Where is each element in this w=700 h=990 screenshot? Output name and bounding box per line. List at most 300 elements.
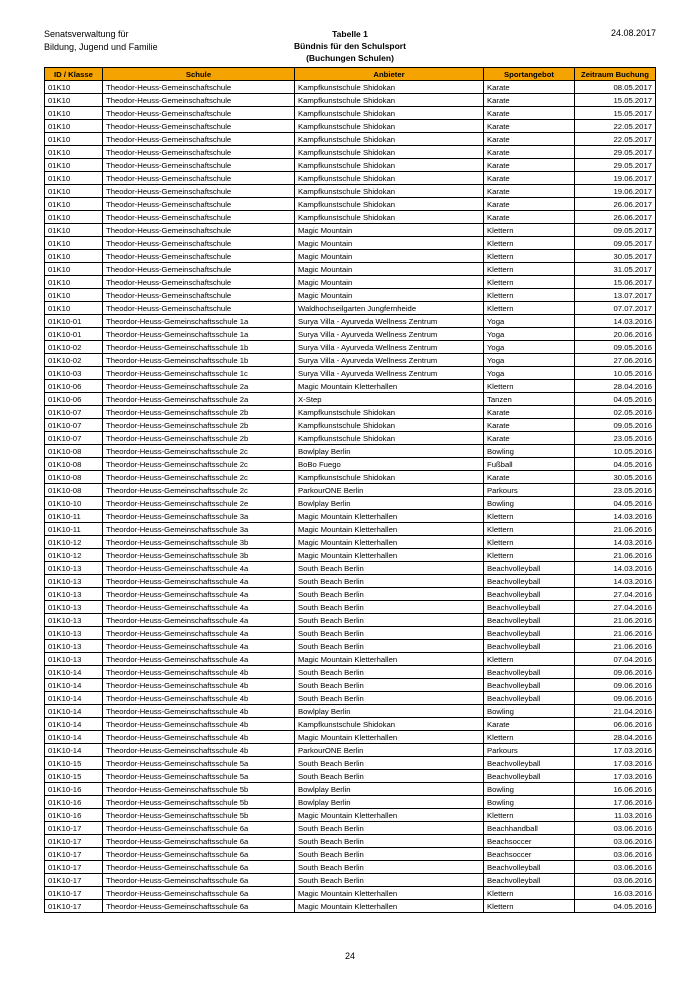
table-row [45,822,656,835]
cell-sport: Bowling [484,497,575,510]
cell-booking-date: 09.05.2016 [575,341,656,354]
cell-sport: Klettern [484,653,575,666]
cell-booking-date: 09.05.2016 [575,419,656,432]
cell-school: Theordor-Heuss-Gemeinschaftsschule 2c [103,445,295,458]
cell-provider: South Beach Berlin [295,770,484,783]
department-name [44,28,158,54]
cell-sport: Klettern [484,510,575,523]
table-row [45,263,656,276]
cell-provider: Kampfkunstschule Shidokan [295,172,484,185]
cell-provider: Kampfkunstschule Shidokan [295,94,484,107]
cell-sport: Bowling [484,796,575,809]
cell-id: 01K10 [45,94,103,107]
cell-sport: Beachvolleyball [484,627,575,640]
cell-provider: Bowlplay Berlin [295,497,484,510]
cell-provider: Magic Mountain [295,237,484,250]
cell-sport: Karate [484,419,575,432]
cell-school: Theordor-Heuss-Gemeinschaftsschule 2a [103,380,295,393]
cell-provider: South Beach Berlin [295,874,484,887]
cell-booking-date: 21.06.2016 [575,614,656,627]
cell-school: Theordor-Heuss-Gemeinschaftsschule 5b [103,809,295,822]
cell-id: 01K10-14 [45,666,103,679]
table-row [45,653,656,666]
cell-sport: Beachvolleyball [484,601,575,614]
cell-provider: Kampfkunstschule Shidokan [295,718,484,731]
cell-booking-date: 15.05.2017 [575,107,656,120]
cell-school: Theordor-Heuss-Gemeinschaftsschule 4b [103,666,295,679]
table-row [45,861,656,874]
cell-school: Theordor-Heuss-Gemeinschaftsschule 4a [103,614,295,627]
cell-id: 01K10-13 [45,575,103,588]
table-row [45,393,656,406]
cell-sport: Karate [484,432,575,445]
document-title [240,28,460,64]
cell-booking-date: 22.05.2017 [575,133,656,146]
cell-provider: South Beach Berlin [295,666,484,679]
cell-id: 01K10-08 [45,445,103,458]
cell-school: Theodor-Heuss-Gemeinschaftschule [103,263,295,276]
table-row [45,757,656,770]
cell-id: 01K10-07 [45,432,103,445]
table-row [45,133,656,146]
cell-sport: Karate [484,146,575,159]
cell-school: Theodor-Heuss-Gemeinschaftschule [103,133,295,146]
cell-school: Theordor-Heuss-Gemeinschaftsschule 4a [103,653,295,666]
cell-provider: South Beach Berlin [295,835,484,848]
cell-booking-date: 30.05.2016 [575,471,656,484]
table-row [45,900,656,913]
cell-booking-date: 03.06.2016 [575,848,656,861]
table-row [45,809,656,822]
cell-sport: Karate [484,211,575,224]
cell-id: 01K10-01 [45,315,103,328]
cell-booking-date: 30.05.2017 [575,250,656,263]
cell-booking-date: 11.03.2016 [575,809,656,822]
cell-provider: Magic Mountain Kletterhallen [295,549,484,562]
table-row [45,783,656,796]
cell-school: Theordor-Heuss-Gemeinschaftsschule 3a [103,523,295,536]
cell-id: 01K10-11 [45,510,103,523]
table-row [45,380,656,393]
cell-id: 01K10 [45,133,103,146]
cell-id: 01K10 [45,198,103,211]
department-line-2: Bildung, Jugend und Familie [44,42,158,52]
table-row [45,640,656,653]
cell-sport: Yoga [484,328,575,341]
cell-sport: Beachvolleyball [484,588,575,601]
cell-sport: Klettern [484,224,575,237]
cell-booking-date: 21.06.2016 [575,549,656,562]
cell-booking-date: 14.03.2016 [575,510,656,523]
cell-school: Theordor-Heuss-Gemeinschaftsschule 4b [103,679,295,692]
cell-sport: Klettern [484,731,575,744]
table-row [45,341,656,354]
cell-provider: Surya Villa - Ayurveda Wellness Zentrum [295,367,484,380]
table-row [45,705,656,718]
cell-school: Theodor-Heuss-Gemeinschaftschule [103,146,295,159]
table-row [45,523,656,536]
table-row [45,120,656,133]
page-number: 24 [344,951,355,961]
cell-booking-date: 19.06.2017 [575,172,656,185]
table-row [45,471,656,484]
cell-booking-date: 02.05.2016 [575,406,656,419]
table-header-row [45,68,656,81]
cell-school: Theordor-Heuss-Gemeinschaftsschule 2c [103,484,295,497]
table-row [45,575,656,588]
cell-provider: Surya Villa - Ayurveda Wellness Zentrum [295,315,484,328]
cell-id: 01K10 [45,276,103,289]
cell-sport: Yoga [484,354,575,367]
cell-id: 01K10 [45,146,103,159]
cell-sport: Parkours [484,744,575,757]
cell-school: Theordor-Heuss-Gemeinschaftsschule 6a [103,835,295,848]
cell-sport: Karate [484,406,575,419]
cell-sport: Klettern [484,263,575,276]
cell-provider: Magic Mountain [295,289,484,302]
cell-id: 01K10-16 [45,796,103,809]
table-row [45,185,656,198]
cell-sport: Karate [484,159,575,172]
cell-sport: Yoga [484,315,575,328]
cell-id: 01K10-16 [45,809,103,822]
cell-id: 01K10-13 [45,640,103,653]
title-line-1: Tabelle 1 [332,29,368,39]
cell-sport: Karate [484,81,575,94]
cell-sport: Beachvolleyball [484,640,575,653]
cell-booking-date: 26.06.2017 [575,211,656,224]
cell-booking-date: 13.07.2017 [575,289,656,302]
cell-id: 01K10-17 [45,861,103,874]
cell-id: 01K10-17 [45,887,103,900]
cell-booking-date: 16.03.2016 [575,887,656,900]
table-row [45,367,656,380]
cell-school: Theordor-Heuss-Gemeinschaftsschule 4a [103,640,295,653]
cell-sport: Klettern [484,276,575,289]
cell-provider: Bowlplay Berlin [295,705,484,718]
cell-id: 01K10-13 [45,614,103,627]
cell-id: 01K10-03 [45,367,103,380]
table-body [45,81,656,913]
cell-booking-date: 28.04.2016 [575,731,656,744]
cell-sport: Beachsoccer [484,848,575,861]
table-row [45,276,656,289]
cell-sport: Klettern [484,237,575,250]
cell-id: 01K10 [45,211,103,224]
cell-provider: Kampfkunstschule Shidokan [295,198,484,211]
cell-id: 01K10-14 [45,679,103,692]
cell-sport: Beachsoccer [484,835,575,848]
cell-booking-date: 10.05.2016 [575,367,656,380]
table-row [45,848,656,861]
cell-school: Theordor-Heuss-Gemeinschaftsschule 4b [103,744,295,757]
cell-provider: South Beach Berlin [295,627,484,640]
cell-id: 01K10-08 [45,471,103,484]
column-header-sport: Sportangebot [484,68,575,81]
cell-provider: Kampfkunstschule Shidokan [295,81,484,94]
table-row [45,614,656,627]
cell-booking-date: 31.05.2017 [575,263,656,276]
cell-id: 01K10 [45,250,103,263]
cell-school: Theordor-Heuss-Gemeinschaftsschule 4a [103,601,295,614]
cell-id: 01K10-08 [45,458,103,471]
cell-id: 01K10-13 [45,562,103,575]
cell-school: Theodor-Heuss-Gemeinschaftschule [103,211,295,224]
cell-sport: Bowling [484,705,575,718]
cell-id: 01K10-16 [45,783,103,796]
table-row [45,497,656,510]
cell-provider: Magic Mountain Kletterhallen [295,887,484,900]
cell-sport: Beachvolleyball [484,666,575,679]
cell-sport: Karate [484,471,575,484]
cell-booking-date: 09.06.2016 [575,692,656,705]
cell-id: 01K10-13 [45,653,103,666]
table-row [45,588,656,601]
cell-school: Theordor-Heuss-Gemeinschaftsschule 4b [103,692,295,705]
cell-id: 01K10-17 [45,835,103,848]
cell-booking-date: 17.03.2016 [575,757,656,770]
cell-booking-date: 14.03.2016 [575,536,656,549]
cell-school: Theordor-Heuss-Gemeinschaftsschule 5b [103,783,295,796]
cell-booking-date: 23.05.2016 [575,432,656,445]
cell-id: 01K10-10 [45,497,103,510]
table-row [45,81,656,94]
table-row [45,458,656,471]
cell-provider: South Beach Berlin [295,614,484,627]
column-header-provider: Anbieter [295,68,484,81]
cell-id: 01K10 [45,302,103,315]
cell-school: Theordor-Heuss-Gemeinschaftsschule 5a [103,757,295,770]
cell-provider: South Beach Berlin [295,601,484,614]
cell-school: Theordor-Heuss-Gemeinschaftsschule 4b [103,705,295,718]
cell-sport: Karate [484,718,575,731]
cell-provider: Magic Mountain Kletterhallen [295,510,484,523]
cell-sport: Beachvolleyball [484,679,575,692]
table-row [45,666,656,679]
cell-provider: Magic Mountain [295,276,484,289]
column-header-school: Schule [103,68,295,81]
cell-provider: South Beach Berlin [295,861,484,874]
cell-id: 01K10-12 [45,549,103,562]
cell-id: 01K10-13 [45,601,103,614]
table-row [45,887,656,900]
cell-booking-date: 07.04.2016 [575,653,656,666]
cell-provider: Kampfkunstschule Shidokan [295,120,484,133]
cell-booking-date: 27.04.2016 [575,601,656,614]
cell-school: Theordor-Heuss-Gemeinschaftsschule 4a [103,562,295,575]
cell-provider: Surya Villa - Ayurveda Wellness Zentrum [295,341,484,354]
table-row [45,679,656,692]
cell-provider: Bowlplay Berlin [295,783,484,796]
cell-booking-date: 16.06.2016 [575,783,656,796]
cell-booking-date: 08.05.2017 [575,81,656,94]
cell-booking-date: 17.06.2016 [575,796,656,809]
cell-provider: BoBo Fuego [295,458,484,471]
cell-provider: Magic Mountain [295,250,484,263]
cell-school: Theordor-Heuss-Gemeinschaftsschule 4a [103,588,295,601]
cell-id: 01K10-17 [45,848,103,861]
cell-sport: Karate [484,133,575,146]
table-row [45,237,656,250]
cell-provider: Bowlplay Berlin [295,796,484,809]
cell-provider: Kampfkunstschule Shidokan [295,159,484,172]
cell-id: 01K10 [45,237,103,250]
cell-school: Theordor-Heuss-Gemeinschaftsschule 5b [103,796,295,809]
cell-school: Theordor-Heuss-Gemeinschaftsschule 2c [103,458,295,471]
cell-booking-date: 17.03.2016 [575,770,656,783]
table-row [45,315,656,328]
table-row [45,445,656,458]
cell-booking-date: 04.05.2016 [575,393,656,406]
cell-provider: Surya Villa - Ayurveda Wellness Zentrum [295,354,484,367]
cell-booking-date: 09.05.2017 [575,237,656,250]
cell-sport: Fußball [484,458,575,471]
cell-booking-date: 04.05.2016 [575,900,656,913]
cell-school: Theordor-Heuss-Gemeinschaftsschule 6a [103,822,295,835]
cell-provider: Magic Mountain Kletterhallen [295,523,484,536]
cell-id: 01K10-15 [45,757,103,770]
cell-id: 01K10-14 [45,731,103,744]
cell-provider: Magic Mountain Kletterhallen [295,536,484,549]
cell-school: Theodor-Heuss-Gemeinschaftschule [103,302,295,315]
cell-sport: Tanzen [484,393,575,406]
cell-provider: South Beach Berlin [295,562,484,575]
cell-booking-date: 21.06.2016 [575,523,656,536]
cell-school: Theordor-Heuss-Gemeinschaftsschule 2a [103,393,295,406]
title-line-3: (Buchungen Schulen) [306,53,394,63]
cell-id: 01K10-01 [45,328,103,341]
cell-provider: Magic Mountain Kletterhallen [295,731,484,744]
cell-id: 01K10 [45,107,103,120]
cell-school: Theordor-Heuss-Gemeinschaftsschule 4a [103,627,295,640]
cell-provider: X-Step [295,393,484,406]
cell-sport: Karate [484,120,575,133]
cell-sport: Bowling [484,445,575,458]
table-row [45,549,656,562]
table-row [45,172,656,185]
cell-booking-date: 27.06.2016 [575,354,656,367]
table-row [45,419,656,432]
cell-school: Theodor-Heuss-Gemeinschaftschule [103,120,295,133]
bookings-table [44,67,656,913]
cell-booking-date: 09.05.2017 [575,224,656,237]
cell-school: Theordor-Heuss-Gemeinschaftsschule 3b [103,536,295,549]
cell-school: Theordor-Heuss-Gemeinschaftsschule 6a [103,848,295,861]
cell-id: 01K10 [45,185,103,198]
cell-provider: South Beach Berlin [295,848,484,861]
table-row [45,289,656,302]
title-line-2: Bündnis für den Schulsport [294,41,406,51]
cell-sport: Karate [484,198,575,211]
table-row [45,484,656,497]
cell-provider: Kampfkunstschule Shidokan [295,432,484,445]
cell-sport: Beachvolleyball [484,562,575,575]
cell-booking-date: 03.06.2016 [575,835,656,848]
cell-id: 01K10 [45,224,103,237]
cell-school: Theordor-Heuss-Gemeinschaftsschule 6a [103,900,295,913]
cell-id: 01K10-12 [45,536,103,549]
cell-school: Theordor-Heuss-Gemeinschaftsschule 4b [103,718,295,731]
cell-id: 01K10-13 [45,627,103,640]
table-row [45,718,656,731]
cell-booking-date: 21.04.2016 [575,705,656,718]
cell-provider: South Beach Berlin [295,822,484,835]
cell-booking-date: 27.04.2016 [575,588,656,601]
table-row [45,94,656,107]
cell-sport: Klettern [484,536,575,549]
cell-sport: Bowling [484,783,575,796]
table-row [45,796,656,809]
cell-school: Theordor-Heuss-Gemeinschaftsschule 3a [103,510,295,523]
cell-school: Theordor-Heuss-Gemeinschaftsschule 6a [103,874,295,887]
cell-id: 01K10 [45,172,103,185]
cell-school: Theodor-Heuss-Gemeinschaftschule [103,107,295,120]
cell-provider: Kampfkunstschule Shidokan [295,146,484,159]
cell-booking-date: 22.05.2017 [575,120,656,133]
cell-school: Theodor-Heuss-Gemeinschaftschule [103,81,295,94]
cell-booking-date: 09.06.2016 [575,666,656,679]
cell-booking-date: 14.03.2016 [575,562,656,575]
cell-provider: ParkourONE Berlin [295,744,484,757]
table-row [45,250,656,263]
cell-booking-date: 15.05.2017 [575,94,656,107]
cell-sport: Klettern [484,549,575,562]
cell-provider: South Beach Berlin [295,640,484,653]
cell-sport: Klettern [484,289,575,302]
cell-booking-date: 09.06.2016 [575,679,656,692]
cell-school: Theordor-Heuss-Gemeinschaftsschule 5a [103,770,295,783]
cell-school: Theodor-Heuss-Gemeinschaftschule [103,289,295,302]
cell-sport: Klettern [484,887,575,900]
cell-provider: South Beach Berlin [295,588,484,601]
cell-school: Theodor-Heuss-Gemeinschaftschule [103,94,295,107]
cell-sport: Klettern [484,250,575,263]
cell-provider: Kampfkunstschule Shidokan [295,133,484,146]
cell-id: 01K10-14 [45,744,103,757]
cell-school: Theordor-Heuss-Gemeinschaftsschule 2b [103,432,295,445]
cell-booking-date: 04.05.2016 [575,497,656,510]
cell-sport: Beachvolleyball [484,757,575,770]
cell-booking-date: 03.06.2016 [575,861,656,874]
cell-provider: Magic Mountain Kletterhallen [295,809,484,822]
cell-sport: Beachvolleyball [484,770,575,783]
cell-booking-date: 21.06.2016 [575,640,656,653]
cell-school: Theodor-Heuss-Gemeinschaftschule [103,198,295,211]
cell-id: 01K10-02 [45,354,103,367]
cell-sport: Karate [484,185,575,198]
cell-provider: Magic Mountain [295,224,484,237]
cell-school: Theordor-Heuss-Gemeinschaftsschule 1b [103,341,295,354]
cell-booking-date: 20.06.2016 [575,328,656,341]
cell-sport: Beachvolleyball [484,692,575,705]
cell-booking-date: 28.04.2016 [575,380,656,393]
table-row [45,562,656,575]
cell-school: Theodor-Heuss-Gemeinschaftschule [103,159,295,172]
table-row [45,107,656,120]
cell-booking-date: 14.03.2016 [575,315,656,328]
cell-id: 01K10-17 [45,822,103,835]
cell-school: Theodor-Heuss-Gemeinschaftschule [103,237,295,250]
table-row [45,692,656,705]
cell-provider: Magic Mountain Kletterhallen [295,653,484,666]
cell-provider: ParkourONE Berlin [295,484,484,497]
cell-sport: Yoga [484,367,575,380]
cell-provider: Surya Villa - Ayurveda Wellness Zentrum [295,328,484,341]
cell-sport: Beachhandball [484,822,575,835]
cell-school: Theordor-Heuss-Gemeinschaftsschule 1a [103,315,295,328]
cell-id: 01K10 [45,263,103,276]
table-row [45,874,656,887]
